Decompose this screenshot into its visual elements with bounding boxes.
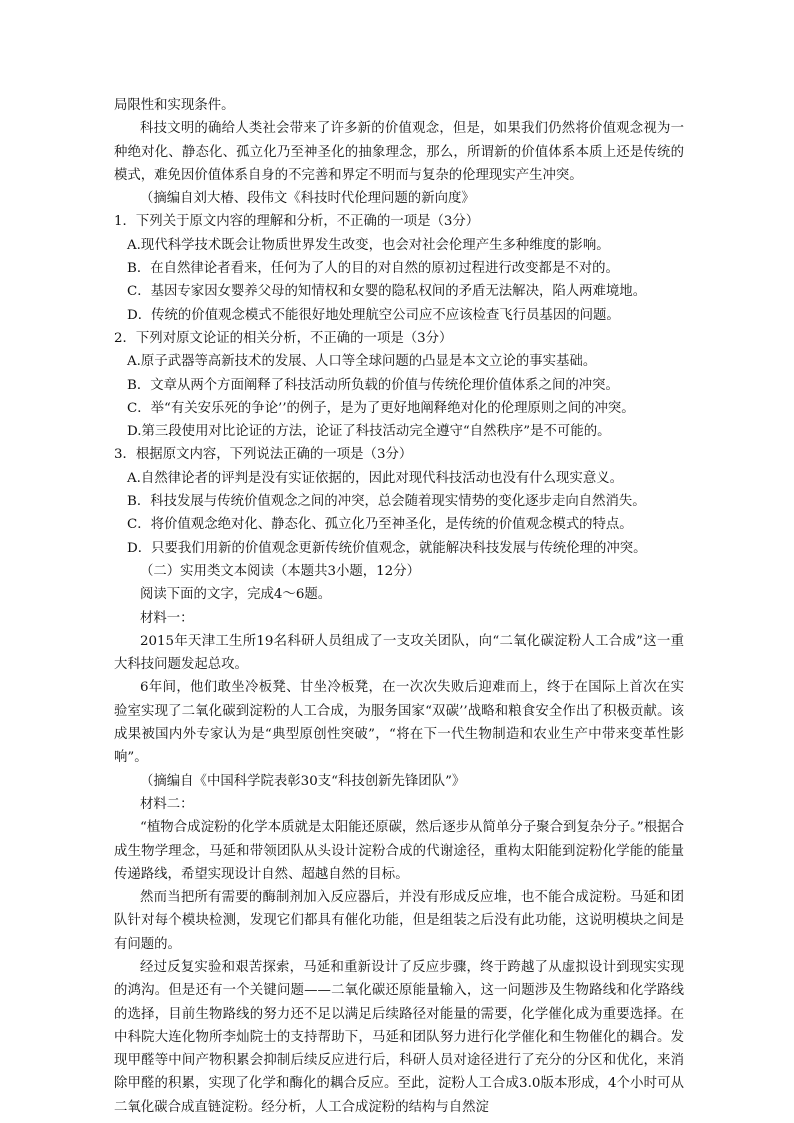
option-1b: B．在自然律论者看来，任何为了人的目的对自然的原初过程进行改变都是不对的。 xyxy=(127,261,619,277)
paragraph: 然而当把所有需要的酶制剂加入反应器后，并没有形成反应堆，也不能合成淀粉。马延和团队针对每个模块检测，发现它们都具有催化功能，但是组装之后没有此功能，这说明模块之间是有问题的。 xyxy=(114,890,684,952)
paragraph: “植物合成淀粉的化学本质就是太阳能还原碳，然后逐步从简单分子聚合到复杂分子。”根据合成生物学理念，马延和带领团队从头设计淀粉合成的代谢途径，重构太阳能到淀粉化学能的能量传递路线，希望实现设计自然、超越自然的目标。 xyxy=(114,820,684,882)
question-3: 3．根据原文内容，下列说法正确的一项是（3分） xyxy=(114,447,413,463)
source-citation: （摘编自《中国科学院表彰30支“科技创新先锋团队”》 xyxy=(140,773,466,789)
document-page xyxy=(114,94,684,1119)
material-1-label: 材料一： xyxy=(140,610,194,626)
option-3c: C．将价值观念绝对化、静态化、孤立化乃至神圣化，是传统的价值观念模式的特点。 xyxy=(127,517,633,533)
text-line: 局限性和实现条件。 xyxy=(114,98,235,113)
option-1a: A.现代科学技术既会让物质世界发生改变，也会对社会伦理产生多种维度的影响。 xyxy=(127,237,610,253)
option-3a: A.自然律论者的评判是没有实证依据的，因此对现代科技活动也没有什么现实意义。 xyxy=(127,470,623,486)
option-3b: B．科技发展与传统价值观念之间的冲突，总会随着现实情势的变化逐步走向自然消失。 xyxy=(127,494,646,510)
paragraph: 科技文明的确给人类社会带来了许多新的价值观念，但是，如果我们仍然将价值观念视为一种绝对化、静态化、孤立化乃至神圣化的抽象理念，那么，所谓新的价值体系本质上还是传统的模式，难免因价值体系自身的不完善和界定不明而与复杂的伦理现实产生冲突。 xyxy=(114,121,684,183)
section-heading: （二）实用类文本阅读（本题共3小题，12分） xyxy=(140,563,420,579)
paragraph: 经过反复实验和艰苦探索，马延和重新设计了反应步骤，终于跨越了从虚拟设计到现实实现的鸿沟。但是还有一个关键问题——二氧化碳还原能量输入，这一问题涉及生物路线和化学路线的选择，目前生物路线的努力还不足以满足后续路径对能量的需要，化学催化成为重要选择。在中科院大连化物所李灿院士的支持帮助下，马延和团队努力进行化学催化和生物催化的耦合。发现甲醛等中间产物积累会抑制后续反应进行后，科研人员对途径进行了充分的分区和优化，来消除甲醛的积累，实现了化学和酶化的耦合反应。至此，淀粉人工合成3.0版本形成，4个小时可从二氧化碳合成直链淀粉。经分析，人工合成淀粉的结构与自然淀 xyxy=(114,959,684,1115)
option-2d: D.第三段使用对比论证的方法，论证了科技活动完全遵守“自然秩序”是不可能的。 xyxy=(127,424,611,440)
option-3d: D．只要我们用新的价值观念更新传统价值观念，就能解决科技发展与传统伦理的冲突。 xyxy=(127,540,647,556)
material-2-label: 材料二： xyxy=(140,796,194,812)
option-1d: D．传统的价值观念模式不能很好地处理航空公司应不应该检查飞行员基因的问题。 xyxy=(127,307,620,323)
source-citation: （摘编自刘大椿、段伟文《科技时代伦理问题的新向度》 xyxy=(140,191,475,207)
option-2c: C．举“有关安乐死的争论’’的例子，是为了更好地阐释绝对化的伦理原则之间的冲突。 xyxy=(127,400,635,416)
option-1c: C．基因专家因女婴养父母的知情权和女婴的隐私权间的矛盾无法解决，陷人两难境地。 xyxy=(127,284,647,300)
paragraph: 2015年天津工生所19名科研人员组成了一支攻关团队，向“二氧化碳淀粉人工合成”这一重大科技问题发起总攻。 xyxy=(114,633,684,673)
option-2b: B．文章从两个方面阐释了科技活动所负载的价值与传统伦理价值体系之间的冲突。 xyxy=(127,377,619,393)
question-2: 2．下列对原文论证的相关分析，不正确的一项是（3分） xyxy=(114,330,453,346)
paragraph: 6年间，他们敢坐冷板凳、甘坐冷板凳，在一次次失败后迎难而上，终于在国际上首次在实验室实现了二氧化碳到淀粉的人工合成，为服务国家“双碳’’战略和粮食安全作出了积极贡献。该成果被国内外专家认为是“典型原创性突破”，“将在下一代生物制造和农业生产中带来变革性影响”。 xyxy=(114,680,684,766)
instruction: 阅读下面的文字，完成4～6题。 xyxy=(140,587,332,603)
question-1: 1．下列关于原文内容的理解和分析，不正确的一项是（3分） xyxy=(114,214,480,230)
option-2a: A.原子武器等高新技术的发展、人口等全球问题的凸显是本文立论的事实基础。 xyxy=(127,354,597,370)
